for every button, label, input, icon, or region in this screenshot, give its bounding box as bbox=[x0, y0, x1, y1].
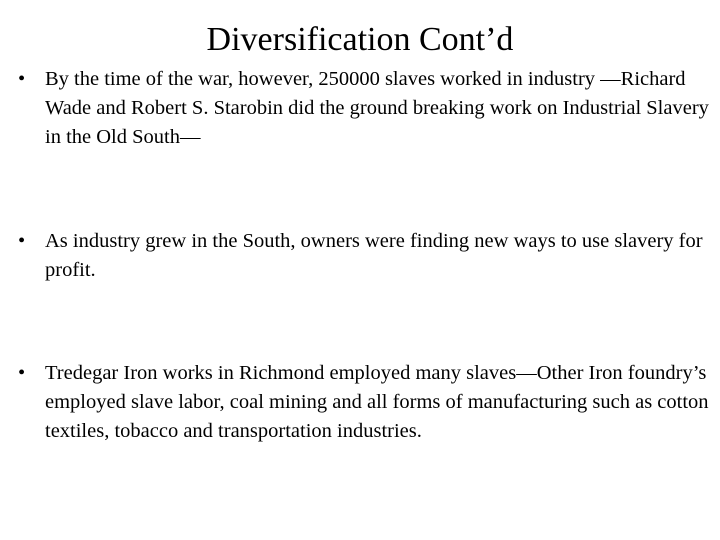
slide-title: Diversification Cont’d bbox=[206, 21, 514, 58]
bullet-item bbox=[18, 359, 716, 446]
bullet-text: Tredegar Iron works in Richmond employed many slaves—Other Iron foundry’s employed slave labor, coal mining and all forms of manufacturing such as cotton textiles, tobacco and transportation industries. bbox=[45, 362, 709, 442]
bullet-marker: • bbox=[18, 68, 26, 90]
bullet-text: As industry grew in the South, owners were finding new ways to use slavery for profit. bbox=[45, 230, 703, 281]
bullet-marker: • bbox=[18, 230, 26, 252]
bullet-item bbox=[18, 227, 716, 285]
bullet-text: By the time of the war, however, 250000 slaves worked in industry —Richard Wade and Robert S. Starobin did the ground breaking work on Industrial Slavery in the Old South— bbox=[45, 68, 709, 148]
bullet-marker: • bbox=[18, 362, 26, 384]
bullet-item bbox=[18, 65, 716, 152]
